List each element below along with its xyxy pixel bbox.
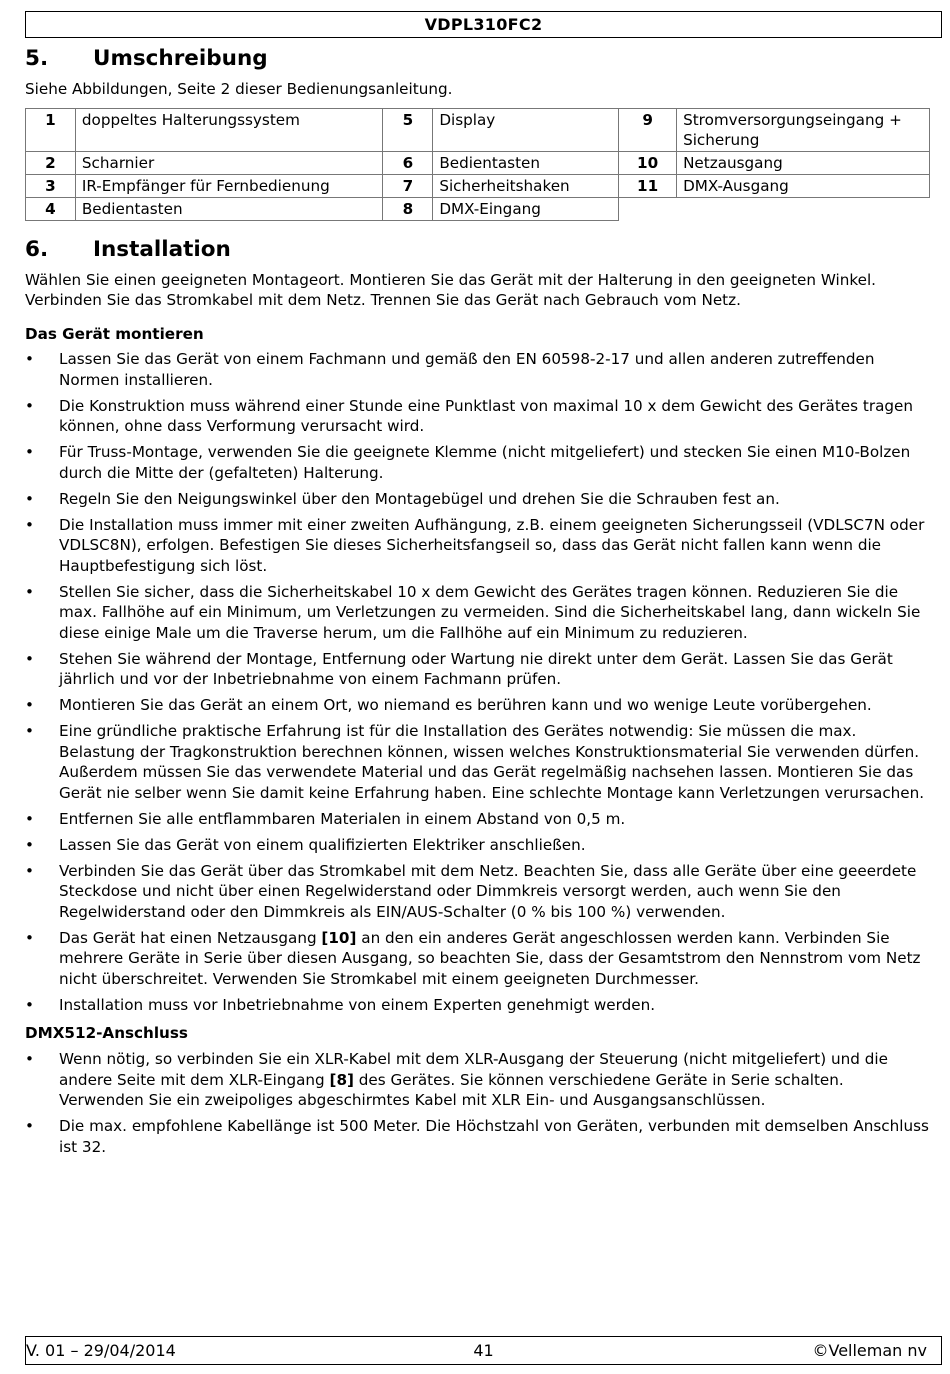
text-fragment: Das Gerät hat einen Netzausgang [59,928,322,947]
bullet: • [25,835,34,854]
list-item-text: Die Konstruktion muss während einer Stunde eine Punktlast von maximal 10 x dem Gewicht des Gerätes tragen können, ohne dass Verformung verursacht wird. [59,396,913,436]
bullet: • [25,995,34,1014]
section-6-number: 6. [25,236,49,262]
part-number: 7 [383,174,433,197]
bullet: • [25,696,34,715]
part-label: Netzausgang [677,151,930,174]
list-item [25,489,930,510]
table-row [26,197,930,220]
list-item-text: Lassen Sie das Gerät von einem Fachmann und gemäß den EN 60598-2-17 und allen anderen zutreffenden Normen installieren. [59,350,875,389]
part-label: DMX-Ausgang [677,174,930,197]
dmx-list [25,1049,930,1157]
empty-cell [619,197,930,220]
list-item-text: Für Truss-Montage, verwenden Sie die geeignete Klemme (nicht mitgeliefert) und stecken Sie einen M10-Bolzen durch die Mitte der (gefalteten) Halterung. [59,443,911,482]
list-item [25,695,930,716]
list-item [25,515,930,577]
list-item [25,861,930,923]
section-5-title: Umschreibung [93,46,268,71]
list-item [25,396,930,437]
section-5-number: 5. [25,46,49,71]
text-fragment: des Gerätes. Sie können verschiedene Geräte in Serie schalten. Verwenden Sie ein zweipoliges abgeschirmtes Kabel mit XLR Ein- und Ausgangsanschlüssen. [59,1070,844,1110]
list-item [25,928,930,990]
list-item-text: Regeln Sie den Neigungswinkel über den Montagebügel und drehen Sie die Schrauben fest an. [59,489,780,508]
part-label: Stromversorgungseingang + Sicherung [677,108,930,151]
model-number: VDPL310FC2 [424,15,543,34]
list-item [25,582,930,644]
bullet: • [25,809,34,828]
part-number: 9 [619,108,677,151]
part-label: Display [433,108,619,151]
part-number: 1 [26,108,76,151]
part-number: 5 [383,108,433,151]
list-item-text: Entfernen Sie alle entflammbaren Materialen in einem Abstand von 0,5 m. [59,809,626,828]
section-6-title: Installation [93,236,231,262]
part-label: Bedientasten [433,151,619,174]
list-item-text [59,929,921,988]
section-6-intro: Wählen Sie einen geeigneten Montageort. Montieren Sie das Gerät mit der Halterung in den geeigneten Winkel. Verbinden Sie das Stromkabel mit dem Netz. Trennen Sie das Gerät nach Gebrauch vom Netz. [25,270,877,310]
list-item [25,1049,930,1111]
dmx-heading: DMX512-Anschluss [25,1024,188,1043]
footer-version: V. 01 – 29/04/2014 [26,1341,176,1360]
bullet: • [25,649,34,668]
list-item [25,442,930,483]
mount-list [25,349,930,1015]
page-footer [25,1336,942,1365]
part-label: DMX-Eingang [433,197,619,220]
bullet: • [25,350,34,369]
list-item [25,809,930,830]
list-item-text [59,1050,888,1109]
section-5-intro: Siehe Abbildungen, Seite 2 dieser Bedienungsanleitung. [25,80,453,98]
part-label: IR-Empfänger für Fernbedienung [75,174,383,197]
bullet: • [25,928,34,947]
part-label: Sicherheitshaken [433,174,619,197]
part-label: doppeltes Halterungssystem [75,108,383,151]
text-fragment: Wenn nötig, so verbinden Sie ein XLR-Kabel mit dem XLR-Ausgang der Steuerung (nicht mitgeliefert) und die andere Seite mit dem XLR-Eingang [59,1050,888,1089]
list-item-text: Stehen Sie während der Montage, Entfernung oder Wartung nie direkt unter dem Gerät. Lassen Sie das Gerät jährlich und vor der Inbetriebnahme von einem Fachmann prüfen. [59,649,893,689]
bullet: • [25,1050,34,1069]
list-item-text: Lassen Sie das Gerät von einem qualifizierten Elektriker anschließen. [59,835,586,854]
list-item-text: Verbinden Sie das Gerät über das Stromkabel mit dem Netz. Beachten Sie, dass alle Geräte über eine geeerdete Steckdose und nicht über einen Regelwiderstand oder Dimmkreis versorgt werden, auch wenn Sie den Regelwiderstand oder den Dimmkreis als EIN/AUS-Schalter (0 % bis 100 %) verwenden. [59,861,917,921]
part-number: 4 [26,197,76,220]
bullet: • [25,489,34,508]
list-item-text: Stellen Sie sicher, dass die Sicherheitskabel 10 x dem Gewicht des Gerätes tragen können. Reduzieren Sie die max. Fallhöhe auf ein Minimum, um Verletzungen zu vermeiden. Sind die Sicherheitskabel lang, dann wickeln Sie diese einige Male um die Traverse herum, um die Fallhöhe auf ein Minimum zu reduzieren. [59,582,921,642]
page-header [25,11,942,38]
list-item [25,349,930,390]
part-number: 10 [619,151,677,174]
bullet: • [25,861,34,880]
footer-page-number: 41 [473,1341,494,1360]
page-content [25,44,930,1163]
part-number: 2 [26,151,76,174]
part-number: 3 [26,174,76,197]
list-item-text: Die Installation muss immer mit einer zweiten Aufhängung, z.B. einem geeigneten Sicherungsseil (VDLSC7N oder VDLSC8N), erfolgen. Befestigen Sie dieses Sicherheitsfangseil so, dass das Gerät nicht fallen kann wenn die Hauptbefestigung sich löst. [59,515,925,575]
text-fragment: an den ein anderes Gerät angeschlossen werden kann. Verbinden Sie mehrere Geräte in Serie über diesen Ausgang, so beachten Sie, dass der Gesamtstrom den Nennstrom vom Netz nicht überschreitet. Verwenden Sie Stromkabel mit einem geeigneten Durchmesser. [59,928,921,988]
part-label: Scharnier [75,151,383,174]
list-item [25,995,930,1016]
footer-copyright: ©Velleman nv [812,1341,927,1360]
list-item [25,835,930,856]
bullet: • [25,722,34,741]
list-item-text: Montieren Sie das Gerät an einem Ort, wo niemand es berühren kann und wo wenige Leute vorübergehen. [59,696,872,715]
table-row [26,151,930,174]
list-item-text: Die max. empfohlene Kabellänge ist 500 Meter. Die Höchstzahl von Geräten, verbunden mit demselben Anschluss ist 32. [59,1117,929,1156]
list-item [25,649,930,690]
bullet: • [25,443,34,462]
part-number: 11 [619,174,677,197]
list-item [25,1116,930,1157]
mount-heading: Das Gerät montieren [25,324,204,343]
reference-number: [8] [329,1070,354,1089]
table-row [26,108,930,151]
reference-number: [10] [321,928,357,947]
list-item [25,721,930,803]
bullet: • [25,1117,34,1136]
bullet: • [25,582,34,601]
bullet: • [25,396,34,415]
list-item-text: Installation muss vor Inbetriebnahme von einem Experten genehmigt werden. [59,995,656,1014]
section-6-heading [25,235,930,265]
section-5-heading [25,44,930,74]
parts-table [25,108,930,221]
part-number: 6 [383,151,433,174]
table-row [26,174,930,197]
bullet: • [25,515,34,534]
part-label: Bedientasten [75,197,383,220]
part-number: 8 [383,197,433,220]
list-item-text: Eine gründliche praktische Erfahrung ist für die Installation des Gerätes notwendig: Sie müssen die max. Belastung der Tragkonstruktion berechnen können, wissen welches Konstruktionsmaterial Sie verwenden dürfen. Außerdem müssen Sie das verwendete Material und das Gerät regelmäßig nachsehen lassen. Montieren Sie das Gerät nie selber wenn Sie damit keine Erfahrung haben. Eine schlechte Montage kann Verletzungen verursachen. [59,722,925,803]
